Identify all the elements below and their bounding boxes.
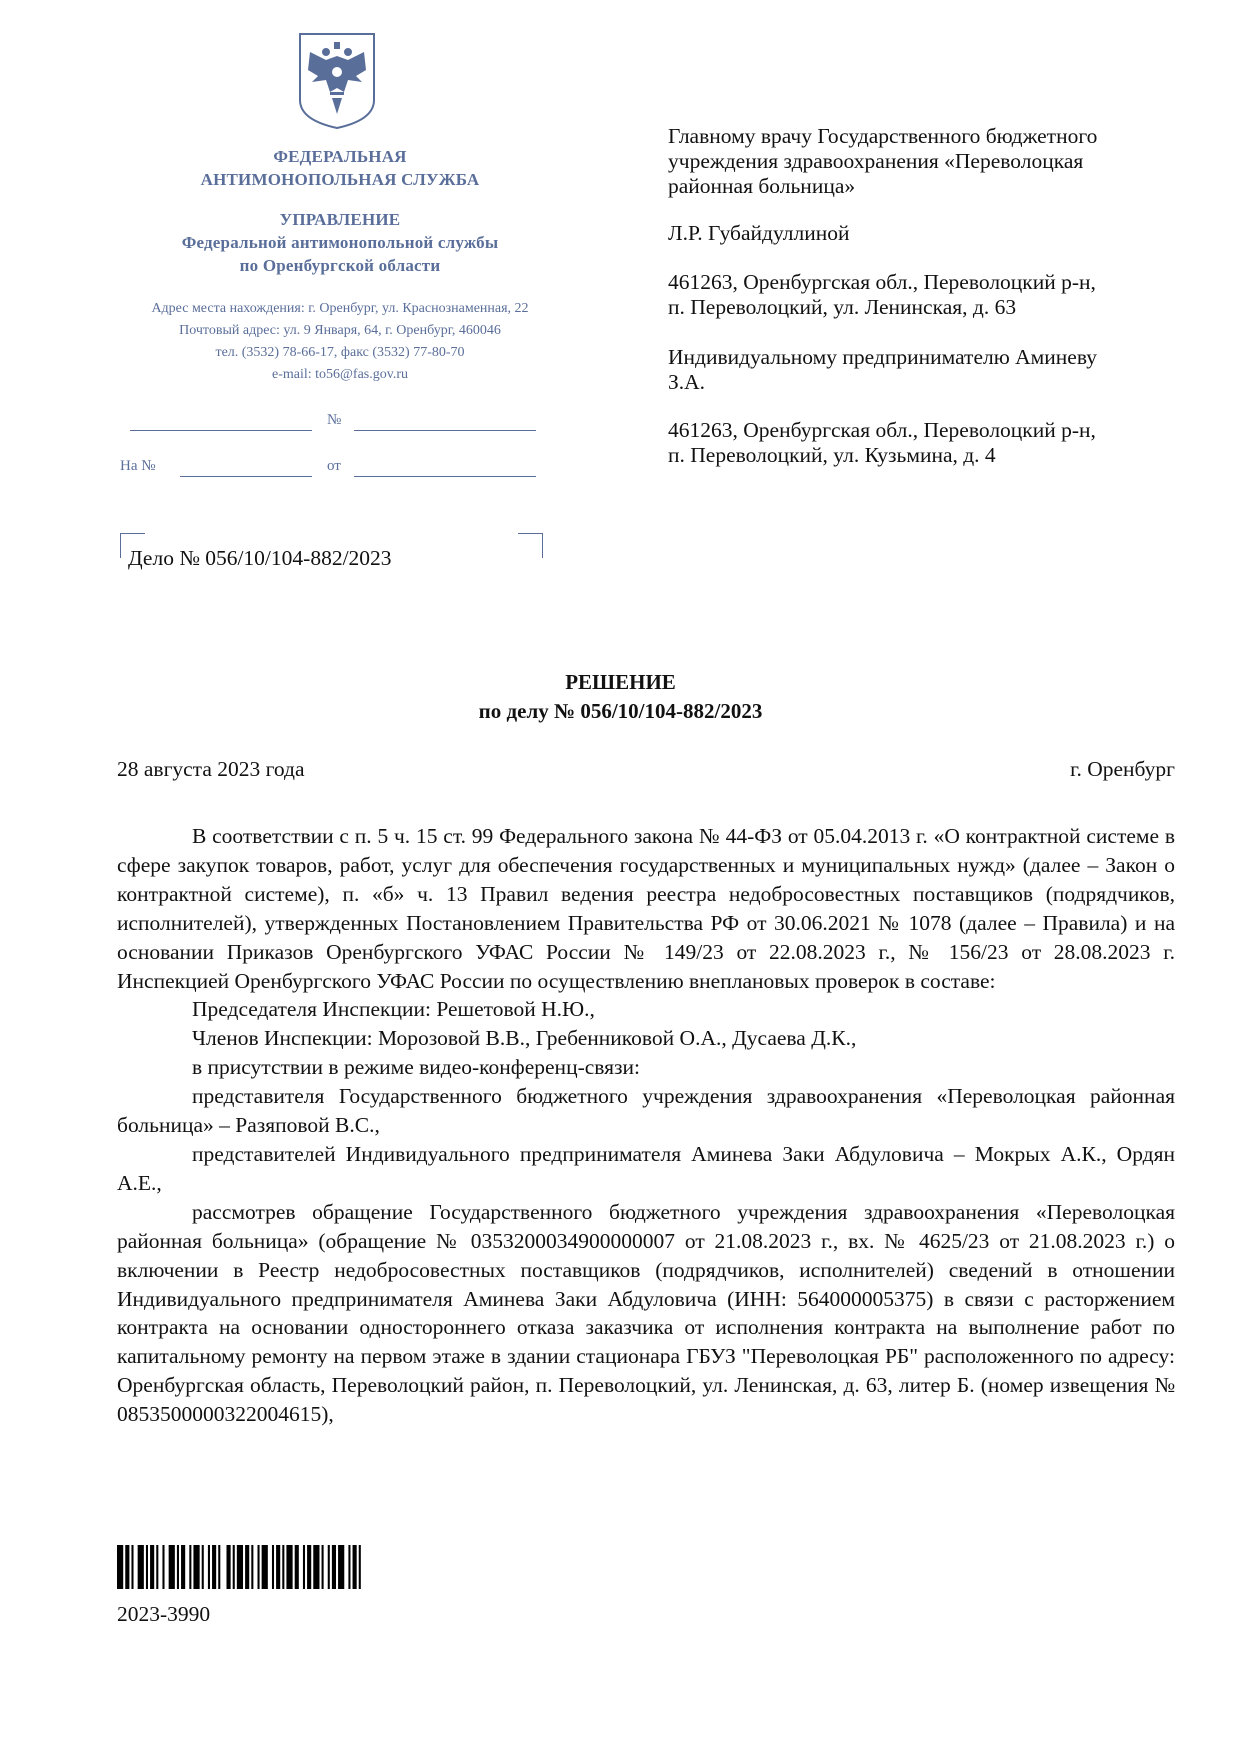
body-paragraph-considered: рассмотрев обращение Государственного бюджетного учреждения здравоохранения «Переволоцкая районная больница» (обращение № 0353200034900000007 от 21.08.2023 г., вх. № 4625/23 от 21.08.2023 г.) о включении в Реестр недобросовестных поставщиков (подрядчиков, исполнителей) сведений в отношении Индивидуального предпринимателя Аминева Заки Абдуловича (ИНН: 564000005375) в связи с расторжением контракта на основании одностороннего отказа заказчика от исполнения контракта на выполнение работ по капитальному ремонту на первом этаже в здании стационара ГБУЗ "Переволоцкая РБ" расположенного по адресу: Оренбургская область, Переволоцкий район, п. Переволоцкий, ул. Ленинская, д. 63, литер Б. (номер извещения № 0853500000322004615), <box>117 1199 1175 1427</box>
decision-title: РЕШЕНИЕ <box>565 670 676 694</box>
department-line3: по Оренбургской области <box>239 256 441 275</box>
document-number: 2023-3990 <box>117 1602 211 1626</box>
barcode-bar <box>169 1545 175 1589</box>
barcode-bar <box>348 1545 350 1589</box>
from-label: от <box>327 458 341 474</box>
barcode-bar <box>202 1545 204 1589</box>
barcode-bar <box>146 1545 148 1589</box>
recipient-block <box>668 124 1188 199</box>
coat-of-arms-icon <box>296 30 378 130</box>
barcode-bar <box>313 1545 319 1589</box>
barcode-bar <box>286 1545 292 1589</box>
barcode <box>117 1545 367 1589</box>
barcode-bar <box>295 1545 299 1589</box>
barcode-bar <box>262 1545 268 1589</box>
decision-body <box>117 822 1175 1429</box>
agency-name-line1: ФЕДЕРАЛЬНАЯ <box>273 147 407 166</box>
barcode-bar <box>156 1545 158 1589</box>
department-line1: УПРАВЛЕНИЕ <box>279 210 401 229</box>
barcode-bar <box>131 1545 133 1589</box>
recipient1-name: Л.Р. Губайдуллиной <box>668 221 850 245</box>
agency-name-line2: АНТИМОНОПОЛЬНАЯ СЛУЖБА <box>200 170 480 189</box>
barcode-bar <box>338 1545 344 1589</box>
barcode-bar <box>193 1545 199 1589</box>
barcode-bar <box>251 1545 253 1589</box>
recipient2-title-line2: З.А. <box>668 370 706 394</box>
inspection-chair: Председателя Инспекции: Решетовой Н.Ю., <box>192 997 595 1022</box>
barcode-bar <box>208 1545 210 1589</box>
reply-to-date-line <box>354 476 536 477</box>
barcode-bar <box>138 1545 144 1589</box>
address-email: e-mail: to56@fas.gov.ru <box>271 367 408 382</box>
barcode-bar <box>117 1545 123 1589</box>
barcode-bar <box>177 1545 179 1589</box>
barcode-bar <box>245 1545 249 1589</box>
corner-mark-right <box>518 533 543 558</box>
contractor-representatives: представителей Индивидуального предпринимателя Аминева Заки Абдуловича – Мокрых А.К., Ордян А.Е., <box>117 1141 1175 1195</box>
department-line2: Федеральной антимонопольной службы <box>181 233 499 252</box>
decision-date: 28 августа 2023 года <box>117 757 305 781</box>
address-location: Адрес места нахождения: г. Оренбург, ул. Краснознаменная, 22 <box>151 301 529 316</box>
reply-to-label: На № <box>120 458 156 474</box>
barcode-bar <box>332 1545 336 1589</box>
barcode-bar <box>303 1545 305 1589</box>
barcode-bar <box>150 1545 154 1589</box>
barcode-bar <box>328 1545 330 1589</box>
customer-representative: представителя Государственного бюджетного учреждения здравоохранения «Переволоцкая районная больница» – Разяповой В.С., <box>117 1084 1175 1138</box>
barcode-bar <box>162 1545 164 1589</box>
barcode-bar <box>359 1545 361 1589</box>
barcode-bar <box>307 1545 311 1589</box>
barcode-bar <box>125 1545 129 1589</box>
barcode-bar <box>233 1545 235 1589</box>
barcode-bar <box>218 1545 220 1589</box>
recipient1-title-line1: Главному врачу Государственного бюджетного <box>668 124 1098 148</box>
address-phone: тел. (3532) 78-66-17, факс (3532) 77-80-70 <box>215 345 465 360</box>
number-label: № <box>327 412 342 428</box>
recipient1-address-line2: п. Переволоцкий, ул. Ленинская, д. 63 <box>668 295 1017 319</box>
outgoing-number-line <box>354 430 536 431</box>
recipient1-address-line1: 461263, Оренбургская обл., Переволоцкий р-н, <box>668 270 1096 294</box>
recipient1-title-line2: учреждения здравоохранения «Переволоцкая <box>668 149 1084 173</box>
barcode-bar <box>181 1545 185 1589</box>
case-reference: Дело № 056/10/104-882/2023 <box>128 546 392 570</box>
outgoing-date-line <box>130 430 312 431</box>
barcode-bar <box>322 1545 324 1589</box>
recipient2-address-line2: п. Переволоцкий, ул. Кузьмина, д. 4 <box>668 443 996 467</box>
decision-city: г. Оренбург <box>1070 757 1175 781</box>
reply-to-number-line <box>180 476 312 477</box>
barcode-bar <box>353 1545 357 1589</box>
decision-subtitle: по делу № 056/10/104-882/2023 <box>478 699 763 723</box>
inspection-members: Членов Инспекции: Морозовой В.В., Гребенниковой О.А., Дусаева Д.К., <box>192 1026 857 1051</box>
barcode-bar <box>227 1545 231 1589</box>
barcode-bar <box>258 1545 260 1589</box>
body-paragraph-1: В соответствии с п. 5 ч. 15 ст. 99 Федерального закона № 44-ФЗ от 05.04.2013 г. «О контрактной системе в сфере закупок товаров, работ, услуг для обеспечения государственных и муниципальных нужд» (далее – Закон о контрактной системе), п. «б» ч. 13 Правил ведения реестра недобросовестных поставщиков (подрядчиков, исполнителей), утвержденных Постановлением Правительства РФ от 30.06.2021 № 1078 (далее – Правила) и на основании Приказов Оренбургского УФАС России № 149/23 от 22.08.2023 г., № 156/23 от 28.08.2023 г. Инспекцией Оренбургского УФАС России по осуществлению внеплановых проверок в составе: <box>117 824 1175 993</box>
barcode-bar <box>272 1545 274 1589</box>
recipient1-title-line3: районная больница» <box>668 174 856 198</box>
barcode-bar <box>276 1545 280 1589</box>
recipient2-address-line1: 461263, Оренбургская обл., Переволоцкий р-н, <box>668 418 1096 442</box>
barcode-bar <box>237 1545 243 1589</box>
barcode-bar <box>282 1545 284 1589</box>
barcode-bar <box>189 1545 191 1589</box>
recipient2-title-line1: Индивидуальному предпринимателю Аминеву <box>668 345 1098 369</box>
address-postal: Почтовый адрес: ул. 9 Января, 64, г. Оренбург, 460046 <box>179 323 501 338</box>
videoconference-note: в присутствии в режиме видео-конференц-связи: <box>192 1055 641 1080</box>
barcode-bar <box>212 1545 216 1589</box>
